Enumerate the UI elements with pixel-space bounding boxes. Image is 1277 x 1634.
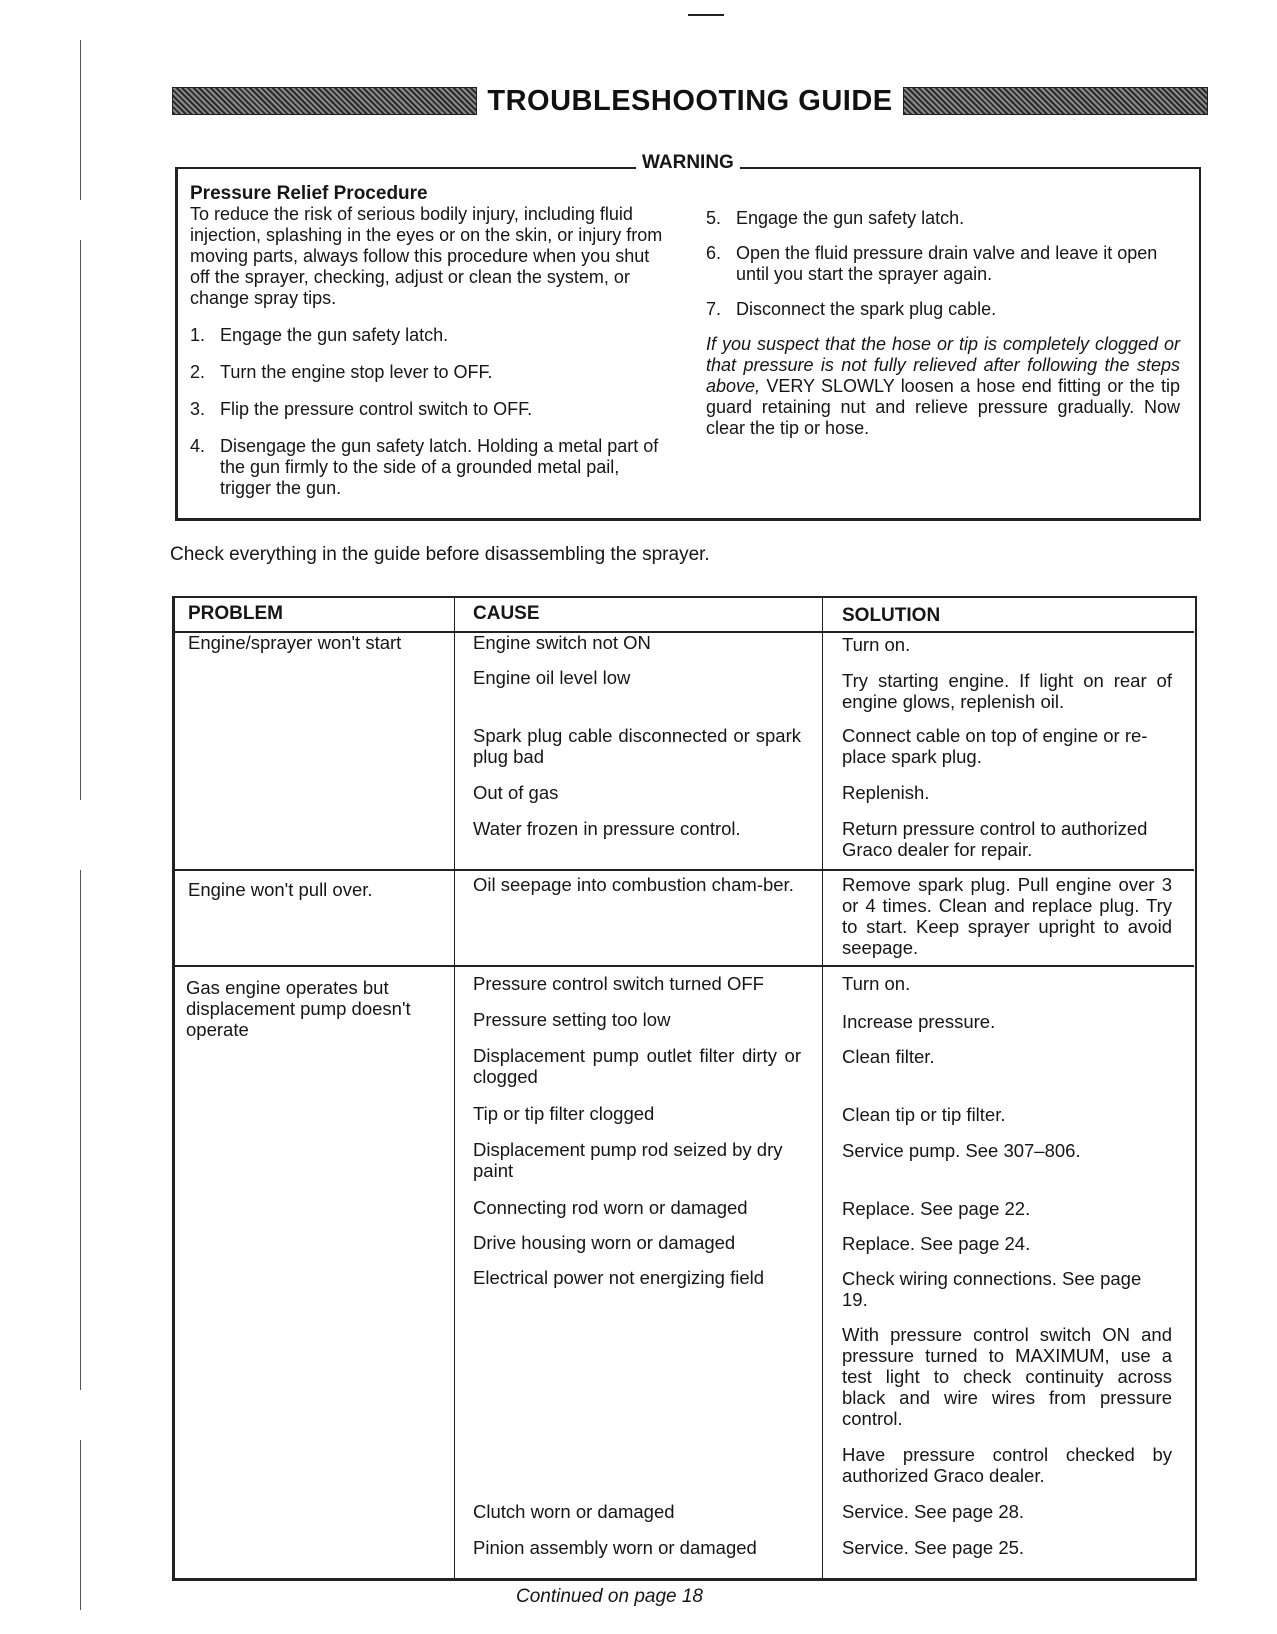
solution-cell: Replace. See page 24. [842,1233,1031,1254]
title-hatch-left [172,87,477,115]
group-divider [172,965,1194,967]
warning-right-column [706,208,1180,439]
solution-cell: Service. See page 25. [842,1537,1025,1558]
title-hatch-right [903,87,1208,115]
warning-label: WARNING [636,152,740,174]
step-number: 6. [706,243,722,263]
column-divider [454,596,455,1578]
clog-note-text: VERY SLOWLY loosen a hose end fitting or the tip guard retaining nut and relieve pressure gradually. Now clear the tip or hose. [706,376,1180,438]
cause-cell: Tip or tip filter clogged [473,1103,655,1124]
solution-cell: Turn on. [842,634,911,655]
clog-note-italic: If you suspect that the hose or tip is completely clogged or that pressure is not fully relieved after following the steps above, [706,334,1180,396]
step-text: Disconnect the spark plug cable. [736,299,997,319]
cause-cell: Engine oil level low [473,667,631,688]
cause-cell: Pressure control switch turned OFF [473,973,764,994]
cause-cell: Clutch worn or damaged [473,1501,675,1522]
problem-cell: Engine/sprayer won't start [188,632,402,653]
header-problem: PROBLEM [188,603,283,624]
solution-cell: Return pressure control to authorized Graco dealer for repair. [842,818,1148,860]
cause-cell: Spark plug cable disconnected or spark plug bad [473,725,801,767]
step-text: Engage the gun safety latch. [220,325,449,345]
cause-cell: Connecting rod worn or damaged [473,1197,748,1218]
step-text: Open the fluid pressure drain valve and leave it open until you start the sprayer again. [736,243,1158,284]
procedure-step [190,399,670,420]
step-number: 7. [706,299,722,319]
solution-cell: Have pressure control checked by authorized Graco dealer. [842,1444,1172,1486]
cause-cell: Water frozen in pressure control. [473,818,741,839]
procedure-intro: To reduce the risk of serious bodily injury, including fluid injection, splashing in the eyes or on the skin, or injury from moving parts, always follow this procedure when you shut off the sprayer, checking, adjust or clean the system, or change spray tips. [190,204,663,308]
solution-cell: Replace. See page 22. [842,1198,1031,1219]
step-number: 3. [190,399,206,419]
cause-cell: Displacement pump outlet filter dirty or clogged [473,1045,801,1087]
cause-cell: Displacement pump rod seized by dry paint [473,1139,783,1181]
procedure-step [190,362,670,383]
scan-edge-line [80,1440,81,1610]
warning-left-column [190,183,670,499]
continued-note: Continued on page 18 [516,1586,703,1607]
solution-cell: Service pump. See 307–806. [842,1140,1081,1161]
step-text: Flip the pressure control switch to OFF. [220,399,533,419]
step-text: Disengage the gun safety latch. Holding a metal part of the gun firmly to the side of a grounded metal pail, trigger the gun. [220,436,659,498]
solution-cell: Clean filter. [842,1046,935,1067]
page-title: TROUBLESHOOTING GUIDE [487,84,893,117]
solution-cell: Replenish. [842,782,930,803]
procedure-step [706,208,1180,229]
scan-edge-line [80,870,81,1390]
cause-cell: Oil seepage into combustion cham-ber. [473,874,794,895]
cause-cell: Electrical power not energizing field [473,1267,765,1288]
cause-cell: Pinion assembly worn or damaged [473,1537,757,1558]
group-divider [172,869,1194,871]
procedure-step [706,243,1180,285]
check-instruction: Check everything in the guide before disassembling the sprayer. [170,544,710,565]
procedure-heading: Pressure Relief Procedure [190,183,428,204]
header-solution: SOLUTION [842,605,941,626]
solution-cell: With pressure control switch ON and pressure turned to MAXIMUM, use a test light to check continuity across black and wire wires from pressure control. [842,1324,1172,1429]
clog-note [706,334,1180,439]
solution-cell: Remove spark plug. Pull engine over 3 or 4 times. Clean and replace plug. Try to start. Keep sprayer upright to avoid seepage. [842,874,1172,958]
scan-edge-line [80,240,81,800]
step-number: 4. [190,436,206,456]
procedure-step [706,299,1180,320]
step-number: 5. [706,208,722,228]
solution-cell: Service. See page 28. [842,1501,1025,1522]
cause-cell: Out of gas [473,782,559,803]
top-mark [688,14,724,16]
step-text: Engage the gun safety latch. [736,208,965,228]
step-text: Turn the engine stop lever to OFF. [220,362,493,382]
scan-edge-line [80,40,81,200]
step-number: 2. [190,362,206,382]
column-divider [822,596,823,1578]
solution-cell: Clean tip or tip filter. [842,1104,1006,1125]
procedure-step [190,436,670,499]
problem-cell: Gas engine operates but displacement pump doesn't operate [186,977,411,1040]
header-cause: CAUSE [473,603,540,624]
solution-cell: Try starting engine. If light on rear of engine glows, replenish oil. [842,670,1172,712]
step-number: 1. [190,325,206,345]
problem-cell: Engine won't pull over. [188,879,373,900]
solution-cell: Increase pressure. [842,1011,996,1032]
solution-cell: Turn on. [842,973,911,994]
solution-cell: Check wiring connections. See page 19. [842,1268,1142,1310]
procedure-step [190,325,670,346]
solution-cell: Connect cable on top of engine or re-place spark plug. [842,725,1148,767]
title-bar [172,86,1208,116]
cause-cell: Pressure setting too low [473,1009,671,1030]
cause-cell: Engine switch not ON [473,632,651,653]
cause-cell: Drive housing worn or damaged [473,1232,736,1253]
